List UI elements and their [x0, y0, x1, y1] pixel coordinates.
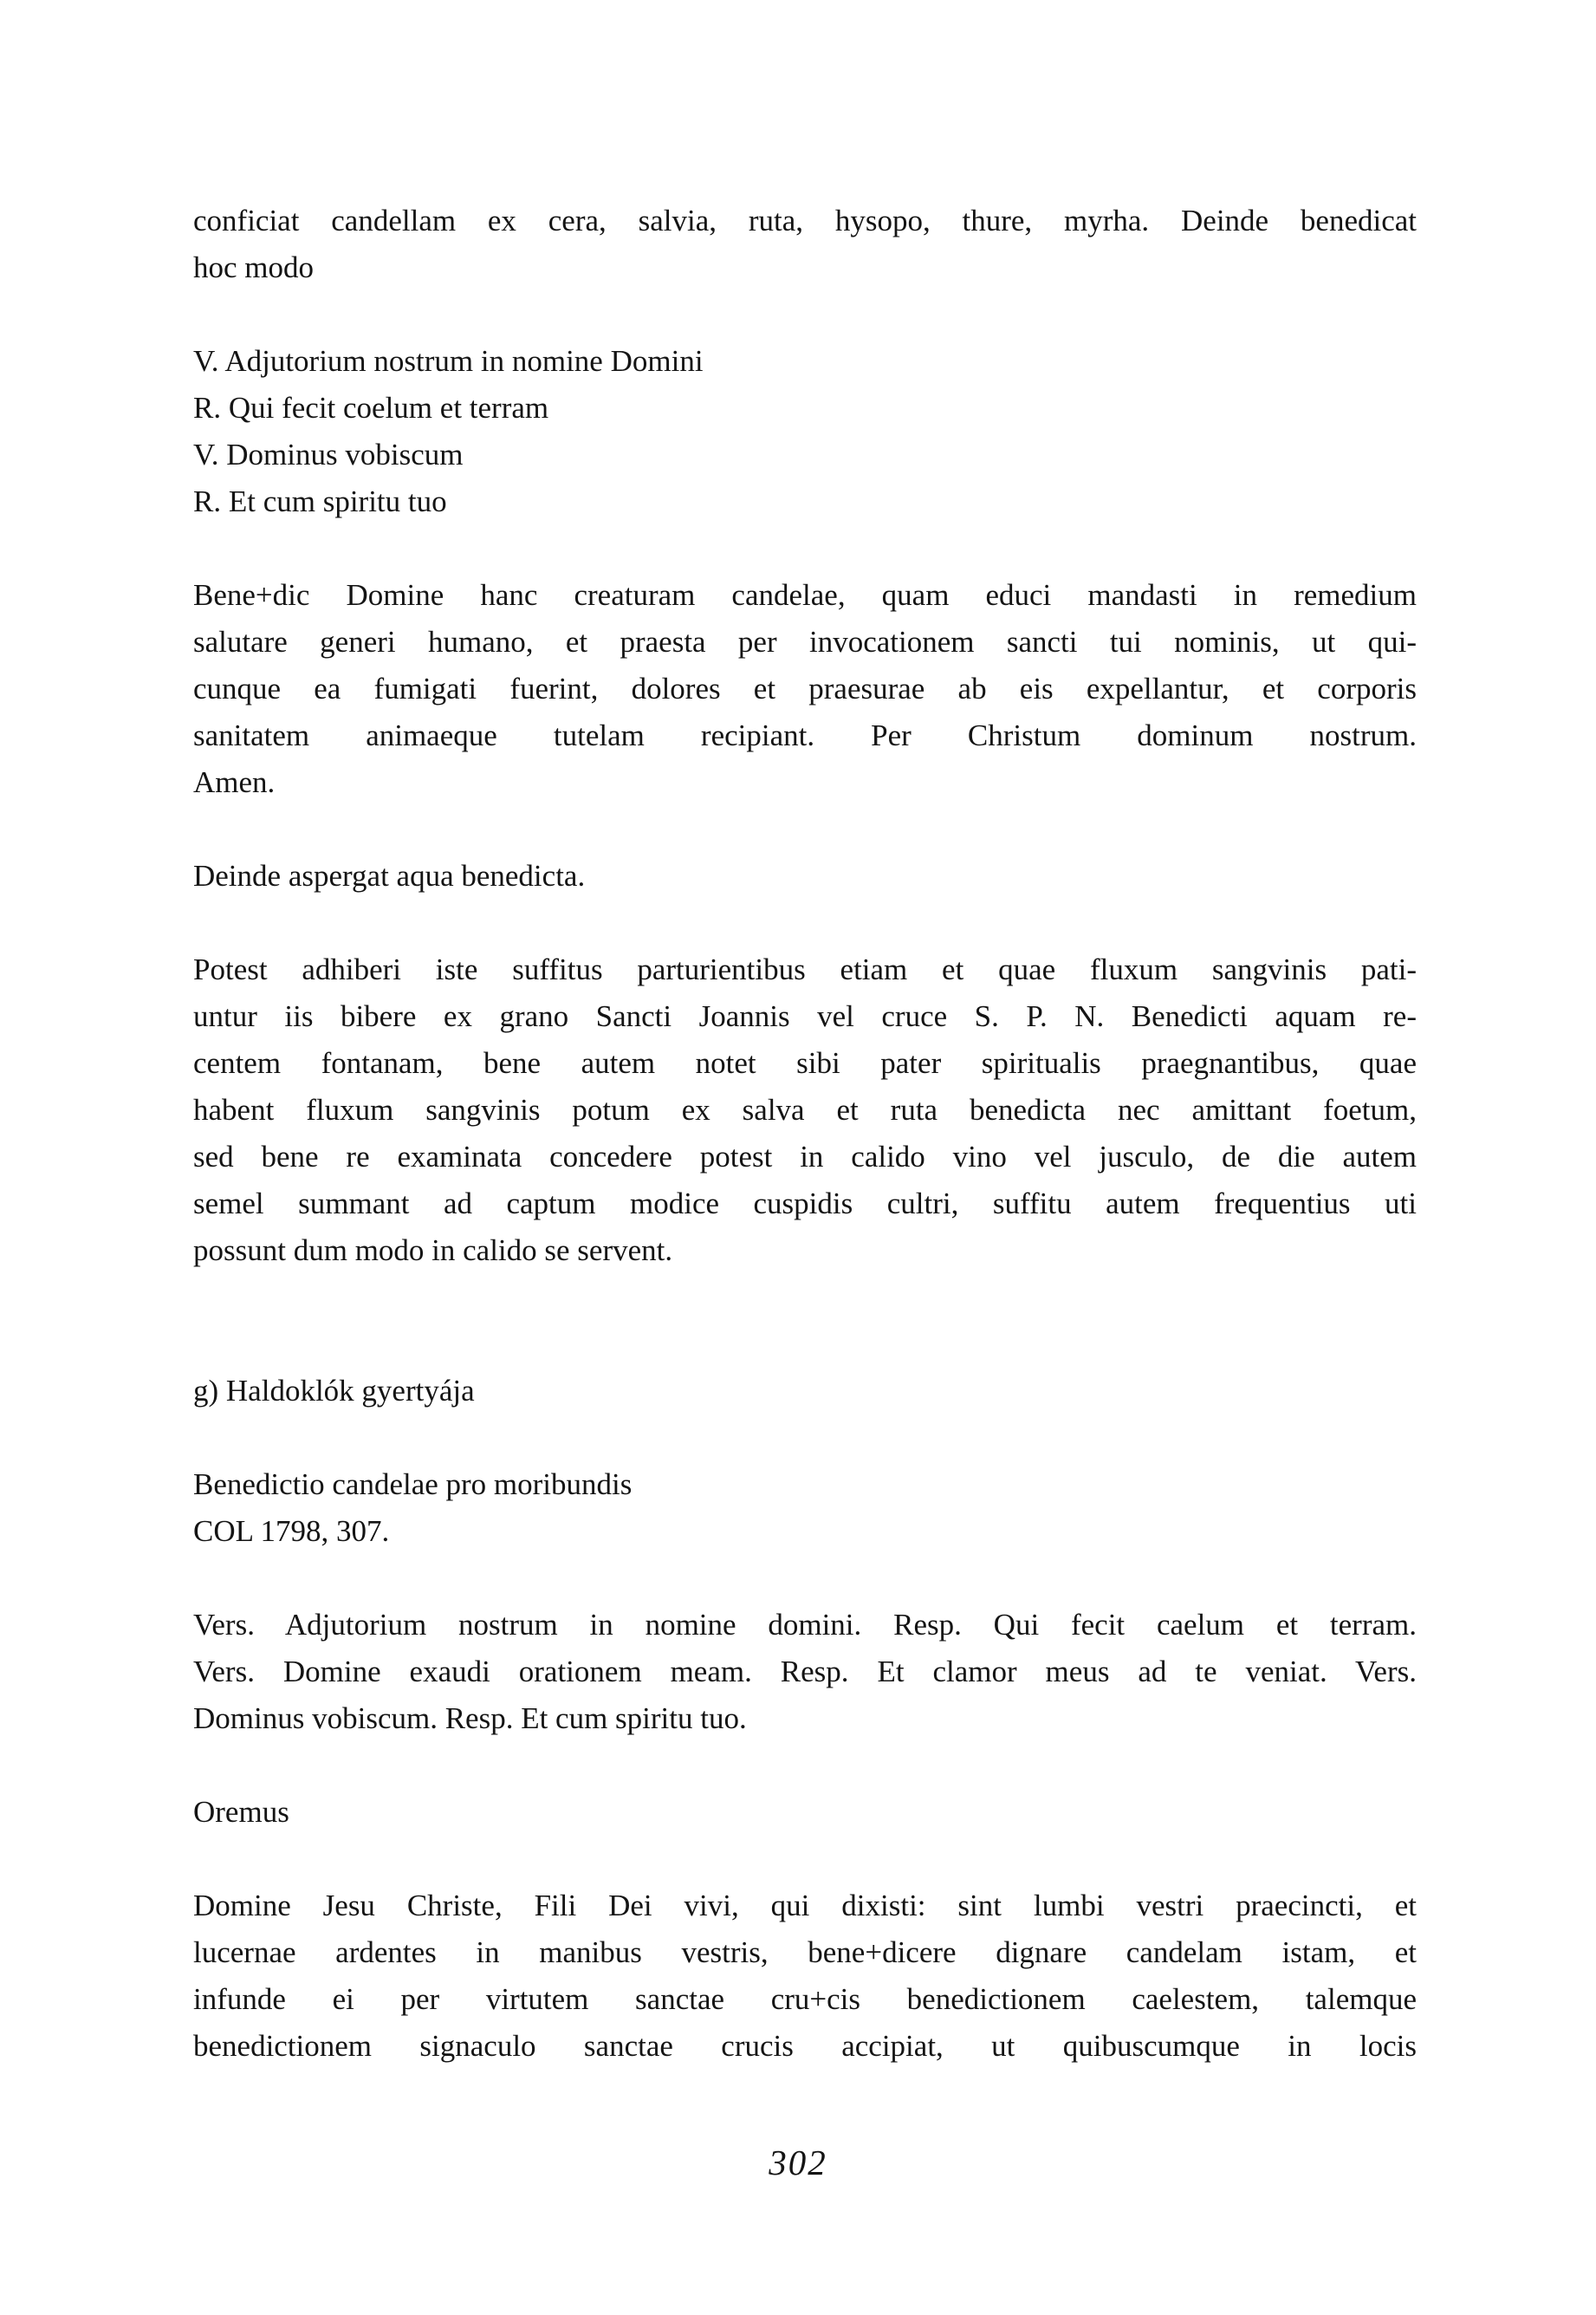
- page-footer: [0, 2139, 1596, 2186]
- versicle-paragraph: [193, 1602, 1417, 1742]
- subtitle-line: Benedictio candelae pro moribundis: [193, 1467, 633, 1501]
- blessing-paragraph: [193, 572, 1417, 806]
- intro-paragraph: [193, 198, 1417, 291]
- text-line: Potest adhiberi iste suffitus parturientibus etiam et quae fluxum sangvinis pati-: [193, 953, 1417, 986]
- oremus-heading: [193, 1789, 1417, 1836]
- section-heading: [193, 1368, 1417, 1414]
- text-line: Oremus: [193, 1795, 289, 1829]
- text-block: [193, 198, 1417, 2070]
- text-line: Deinde aspergat aqua benedicta.: [193, 859, 586, 893]
- rubric-paragraph: [193, 853, 1417, 900]
- versicle-line: R. Qui fecit coelum et terram: [193, 391, 549, 425]
- text-line: sed bene re examinata concedere potest in calido vino vel jusculo, de die autem: [193, 1140, 1417, 1174]
- text-line: benedictionem signaculo sanctae crucis accipiat, ut quibuscumque in locis: [193, 2029, 1417, 2063]
- text-line: Domine Jesu Christe, Fili Dei vivi, qui dixisti: sint lumbi vestri praecincti, et: [193, 1889, 1417, 1922]
- text-line: semel summant ad captum modice cuspidis cultri, suffitu autem frequentius uti: [193, 1187, 1417, 1220]
- text-line: Vers. Adjutorium nostrum in nomine domini. Resp. Qui fecit caelum et terram.: [193, 1608, 1417, 1642]
- citation-line: COL 1798, 307.: [193, 1514, 390, 1548]
- text-line: cunque ea fumigati fuerint, dolores et praesurae ab eis expellantur, et corporis: [193, 672, 1417, 706]
- text-line: sanitatem animaeque tutelam recipiant. Per Christum dominum nostrum.: [193, 719, 1417, 752]
- section-heading-line: g) Haldoklók gyertyája: [193, 1374, 475, 1408]
- versicle-line: R. Et cum spiritu tuo: [193, 484, 447, 518]
- text-line: lucernae ardentes in manibus vestris, bene+dicere dignare candelam istam, et: [193, 1935, 1417, 1969]
- versicle-block: [193, 338, 1417, 525]
- text-line: Bene+dic Domine hanc creaturam candelae, quam educi mandasti in remedium: [193, 578, 1417, 612]
- text-line: centem fontanam, bene autem notet sibi pater spiritualis praegnantibus, quae: [193, 1046, 1417, 1080]
- versicle-line: V. Dominus vobiscum: [193, 438, 464, 471]
- text-line: hoc modo: [193, 250, 315, 284]
- text-line: Vers. Domine exaudi orationem meam. Resp. Et clamor meus ad te veniat. Vers.: [193, 1655, 1417, 1688]
- text-line: untur iis bibere ex grano Sancti Joannis vel cruce S. P. N. Benedicti aquam re-: [193, 999, 1417, 1033]
- versicle-line: V. Adjutorium nostrum in nomine Domini: [193, 344, 704, 378]
- prayer-paragraph: [193, 1883, 1417, 2070]
- page-number: 302: [769, 2143, 827, 2182]
- note-paragraph: [193, 946, 1417, 1274]
- text-line: Amen.: [193, 765, 276, 799]
- subtitle-block: [193, 1461, 1417, 1555]
- text-line: salutare generi humano, et praesta per invocationem sancti tui nominis, ut qui-: [193, 625, 1417, 659]
- text-line: Dominus vobiscum. Resp. Et cum spiritu tuo.: [193, 1701, 747, 1735]
- text-line: possunt dum modo in calido se servent.: [193, 1233, 673, 1267]
- text-line: habent fluxum sangvinis potum ex salva et ruta benedicta nec amittant foetum,: [193, 1093, 1417, 1127]
- text-line: conficiat candellam ex cera, salvia, ruta, hysopo, thure, myrha. Deinde benedicat: [193, 204, 1417, 237]
- text-line: infunde ei per virtutem sanctae cru+cis benedictionem caelestem, talemque: [193, 1982, 1417, 2016]
